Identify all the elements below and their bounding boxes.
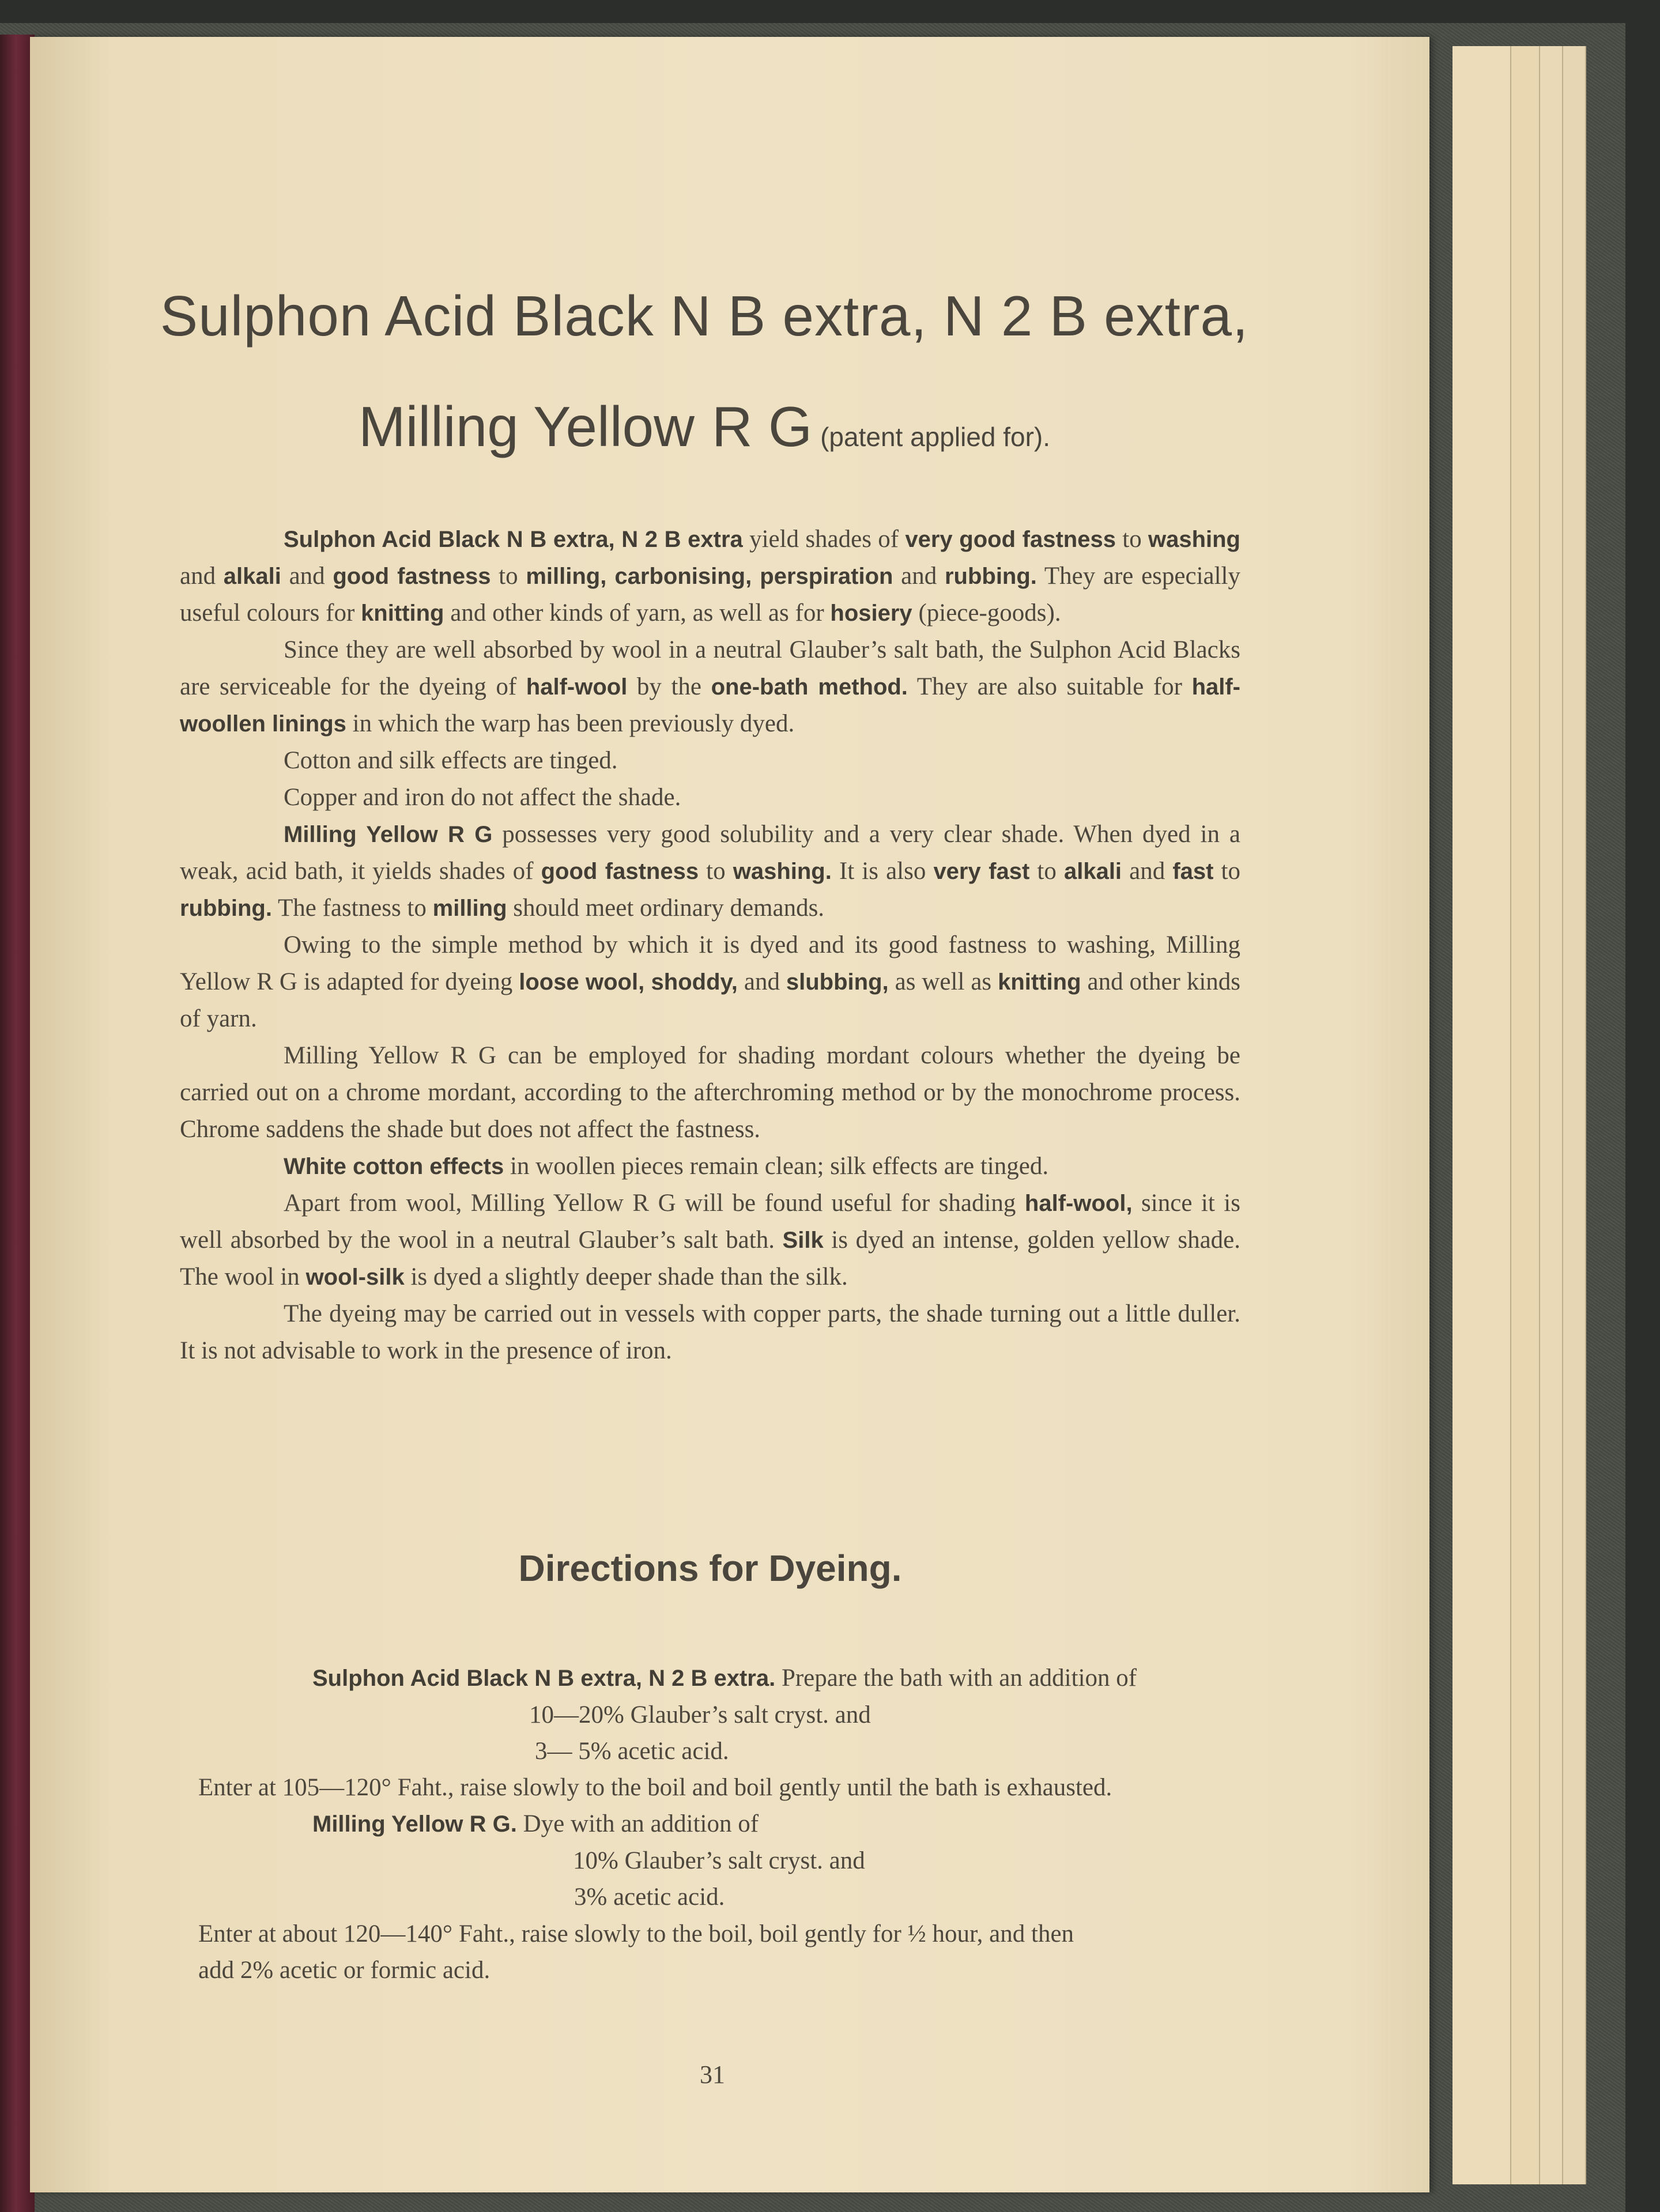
emphasis-term: washing. <box>733 859 832 884</box>
directions-yellow-ingredient-2: 3% acetic acid. <box>574 1883 725 1911</box>
emphasis-term: very good fastness <box>905 527 1116 552</box>
directions-black-ingredient-2: 3— 5% acetic acid. <box>535 1738 729 1765</box>
directions-black-ingredient-1: 10—20% Glauber’s salt cryst. and <box>529 1701 871 1728</box>
emphasis-term: milling <box>432 896 507 921</box>
body-paragraph: Owing to the simple method by which it is dyed and its good fastness to washing, Milling Yellow R G is adapted for dyeing loose wool, shoddy, and slubbing, as well as knitting and other kinds of yarn. <box>180 931 1241 1032</box>
emphasis-term: Silk <box>782 1228 824 1253</box>
page-content <box>30 37 1429 2192</box>
emphasis-term: half-woollen linings <box>180 674 1240 737</box>
directions-yellow-intro: Dye with an addition of <box>516 1810 759 1837</box>
emphasis-term: half-wool <box>526 674 628 700</box>
directions-black-intro: Prepare the bath with an addition of <box>775 1664 1137 1692</box>
body-paragraph: White cotton effects in woollen pieces remain clean; silk effects are tinged. <box>284 1153 1049 1180</box>
body-paragraph: Copper and iron do not affect the shade. <box>284 784 681 811</box>
emphasis-term: slubbing, <box>786 969 889 995</box>
directions-black-enter: Enter at 105—120° Faht., raise slowly to the boil and boil gently until the bath is exhausted. <box>198 1774 1112 1801</box>
emphasis-term: one-bath method. <box>711 674 908 700</box>
body-paragraph: Milling Yellow R G possesses very good solubility and a very clear shade. When dyed in a weak, acid bath, it yields shades of good fastness to washing. It is also very fast to alkali and fast to rubbing. The fastness to milling should meet ordinary demands. <box>180 821 1241 922</box>
body-text <box>180 521 1240 1369</box>
emphasis-term: loose wool, shoddy, <box>519 969 738 995</box>
emphasis-term: rubbing. <box>944 564 1037 589</box>
directions-yellow-line <box>312 1806 1660 1843</box>
page-title-line-1: Sulphon Acid Black N B extra, N 2 B extra, <box>160 284 1249 348</box>
emphasis-term: wool-silk <box>305 1264 405 1290</box>
body-paragraph: The dyeing may be carried out in vessels with copper parts, the shade turning out a little duller. It is not advisable to work in the presence of iron. <box>180 1300 1240 1364</box>
directions-yellow-enter-cont: add 2% acetic or formic acid. <box>198 1957 491 1984</box>
emphasis-term: very fast <box>933 859 1030 884</box>
section-heading: Directions for Dyeing. <box>518 1547 902 1589</box>
emphasis-term: Sulphon Acid Black N B extra, N 2 B extra <box>284 527 743 552</box>
emphasis-term: knitting <box>361 601 444 626</box>
emphasis-term: alkali <box>223 564 281 589</box>
emphasis-term: knitting <box>998 969 1081 995</box>
page-title-line-2 <box>30 394 1379 459</box>
title-product-code: R G <box>711 395 813 458</box>
title-patent-note: (patent applied for). <box>820 422 1051 452</box>
book-spine-edge <box>0 35 35 2212</box>
emphasis-term: washing <box>1148 527 1240 552</box>
emphasis-term: half-wool, <box>1024 1191 1133 1216</box>
title-product-name: Milling Yellow <box>358 395 695 458</box>
directions-yellow-enter: Enter at about 120—140° Faht., raise slowly to the boil, boil gently for ½ hour, and then <box>198 1920 1074 1947</box>
emphasis-term: fast <box>1172 859 1214 884</box>
directions-yellow-name: Milling Yellow R G. <box>312 1811 517 1837</box>
body-paragraph: Sulphon Acid Black N B extra, N 2 B extra yield shades of very good fastness to washing and alkali and good fastness to milling, carbonising, perspiration and rubbing. They are especially useful colours for knitting and other kinds of yarn, as well as for hosiery (piece-goods). <box>180 526 1241 626</box>
body-paragraph: Milling Yellow R G can be employed for shading mordant colours whether the dyeing be carried out on a chrome mordant, according to the afterchroming method or by the monochrome process. Chrome saddens the shade but does not affect the fastness. <box>180 1042 1240 1143</box>
body-paragraph: Since they are well absorbed by wool in a neutral Glauber’s salt bath, the Sulphon Acid Blacks are serviceable for the dyeing of half-wool by the one-bath method. They are also suitable for half-woollen linings in which the warp has been previously dyed. <box>180 636 1240 737</box>
book-page <box>30 37 1429 2192</box>
emphasis-term: good fastness <box>541 859 699 884</box>
body-paragraph: Cotton and silk effects are tinged. <box>284 747 618 774</box>
emphasis-term: hosiery <box>830 601 912 626</box>
directions-black-name: Sulphon Acid Black N B extra, N 2 B extra. <box>312 1666 776 1691</box>
page-number: 31 <box>700 2060 725 2089</box>
emphasis-term: good fastness <box>333 564 491 589</box>
directions-yellow-ingredient-1: 10% Glauber’s salt cryst. and <box>573 1847 865 1874</box>
emphasis-term: alkali <box>1063 859 1122 884</box>
emphasis-term: milling, carbonising, perspiration <box>526 564 893 589</box>
body-paragraph: Apart from wool, Milling Yellow R G will be found useful for shading half-wool, since it is well absorbed by the wool in a neutral Glauber’s salt bath. Silk is dyed an intense, golden yellow shade. The wool in wool-silk is dyed a slightly deeper shade than the silk. <box>180 1190 1241 1290</box>
emphasis-term: Milling Yellow R G <box>284 822 493 847</box>
directions-black-line <box>312 1660 1660 1697</box>
emphasis-term: White cotton effects <box>284 1154 504 1179</box>
emphasis-term: rubbing. <box>180 896 272 921</box>
